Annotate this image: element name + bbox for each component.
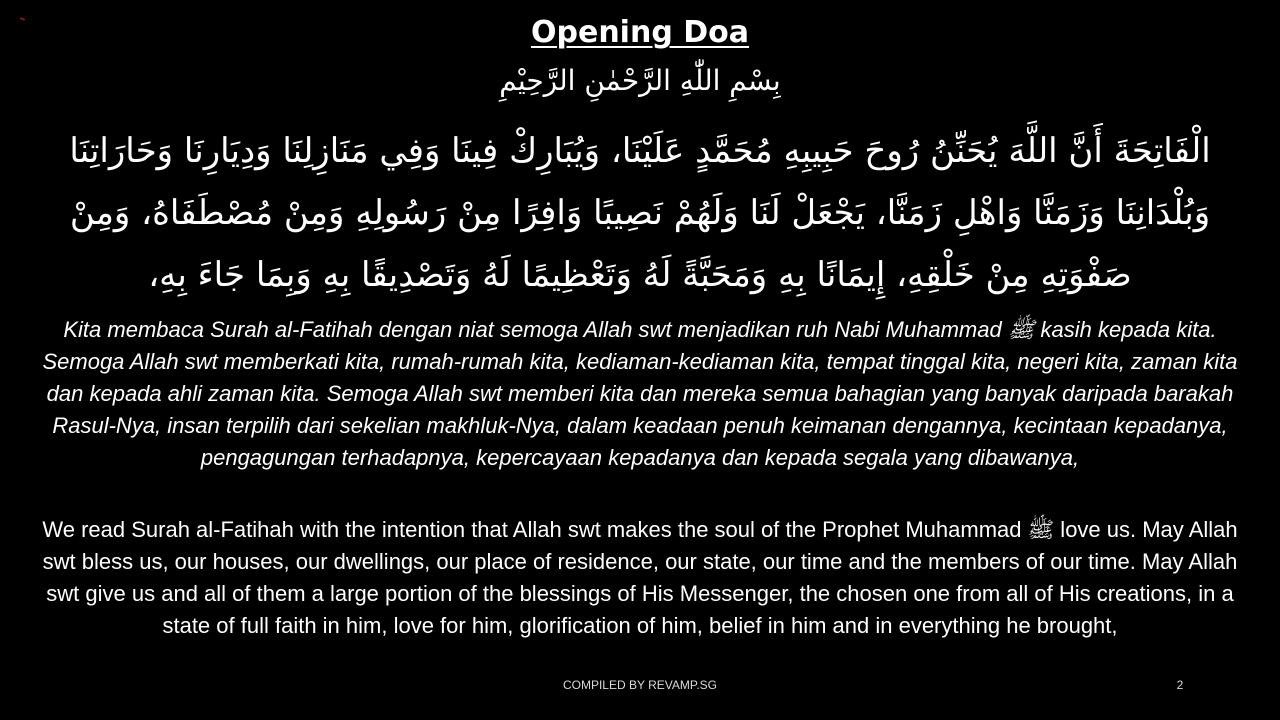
page-number: 2 bbox=[1176, 678, 1184, 692]
bismillah-calligraphy: بِسْمِ اللّٰهِ الرَّحْمٰنِ الرَّحِيْمِ bbox=[499, 64, 781, 97]
arabic-doa-text: الْفَاتِحَةَ أَنَّ اللَّهَ يُحَنِّنُ رُوحَ حَبِيبِهِ مُحَمَّدٍ عَلَيْنَا، وَيُبَارِكْ فِينَا وَفِي مَنَازِلِنَا وَدِيَارِنَا وَحَارَاتِنَا وَبُلْدَانِنَا وَزَمَنَّا وَاهْلِ زَمَنَّا، يَجْعَلْ لَنَا وَلَهُمْ نَصِيبًا وَافِرًا مِنْ رَسُولِهِ وَمِنْ مُصْطَفَاهُ، وَمِنْ صَفْوَتِهِ مِنْ خَلْقِهِ، إِيمَانًا بِهِ وَمَحَبَّةً لَهُ وَتَعْظِيمًا لَهُ وَتَصْدِيقًا بِهِ وَبِمَا جَاءَ بِهِ، bbox=[69, 131, 1211, 295]
slide-title: Opening Doa bbox=[531, 15, 749, 50]
footer-credit: COMPILED BY REVAMP.SG bbox=[562, 678, 718, 692]
english-translation: We read Surah al-Fatihah with the intention that Allah swt makes the soul of the Prophet Muhammad ﷺ love us. May Allah swt bless us, our houses, our dwellings, our place of residence, our state, our time and the members of our time. May Allah swt give us and all of them a large portion of the blessings of His Messenger, the chosen one from all of His creations, in a state of full faith in him, love for him, glorification of him, belief in him and in everything he brought, bbox=[42, 517, 1238, 638]
malay-translation: Kita membaca Surah al-Fatihah dengan niat semoga Allah swt menjadikan ruh Nabi Muhammad ﷺ kasih kepada kita. Semoga Allah swt memberkati kita, rumah-rumah kita, kediaman-kediaman kita, tempat tinggal kita, negeri kita, zaman kita dan kepada ahli zaman kita. Semoga Allah swt memberi kita dan mereka semua bahagian yang banyak daripada barakah Rasul-Nya, insan terpilih dari sekelian makhluk-Nya, dalam keadaan penuh keimanan dengannya, kecintaan kepadanya, pengagungan terhadapnya, kepercayaan kepadanya dan kepada segala yang dibawanya, bbox=[42, 317, 1238, 470]
